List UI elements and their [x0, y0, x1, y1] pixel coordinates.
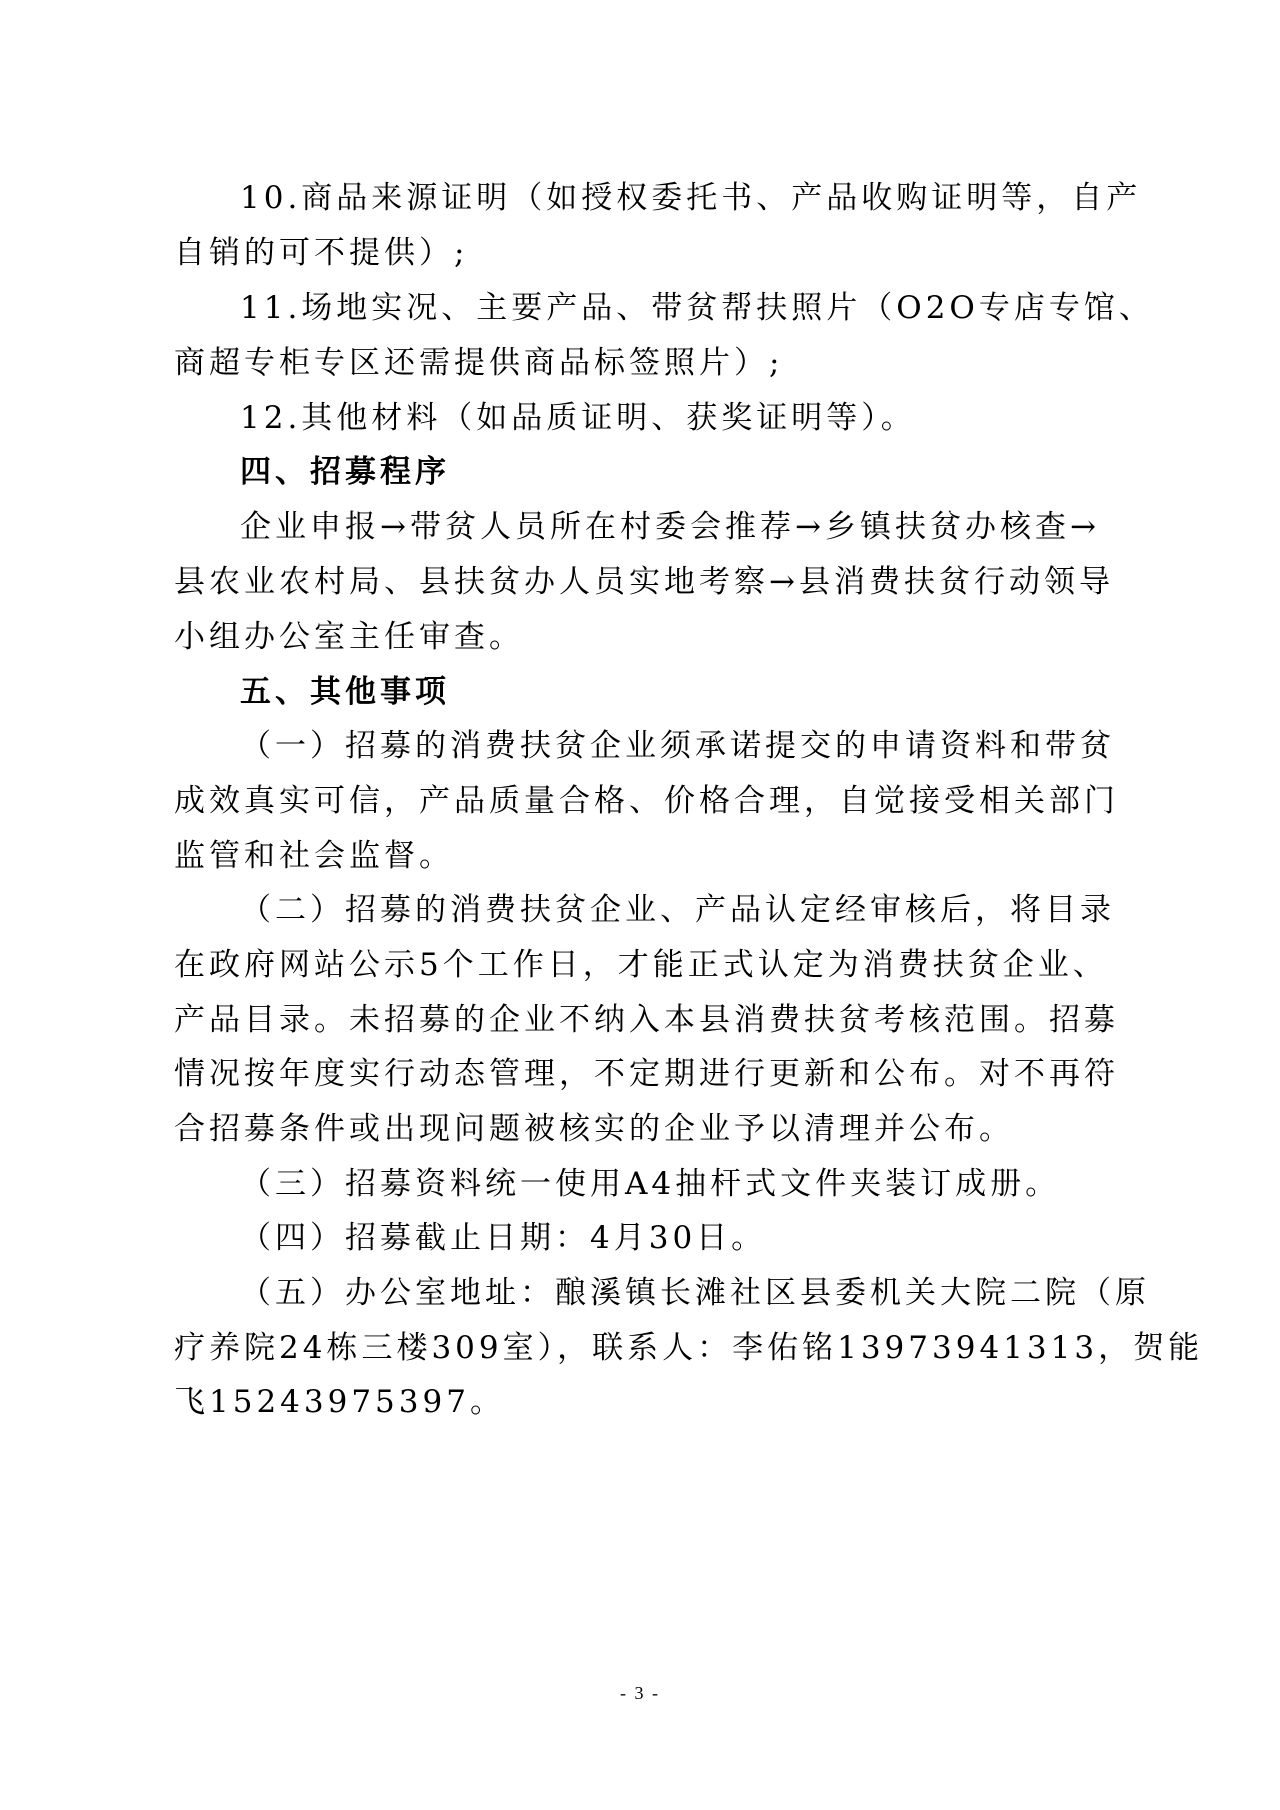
- item-10-line-1: 10.商品来源证明（如授权委托书、产品收购证明等，自产: [240, 180, 1142, 216]
- matter-2-line-1: （二）招募的消费扶贫企业、产品认定经审核后，将目录: [240, 892, 1115, 928]
- item-10-line-2: 自销的可不提供）;: [174, 235, 469, 271]
- matter-5-line-3: 飞15243975397。: [174, 1384, 505, 1420]
- matter-4-line: （四）招募截止日期：4月30日。: [240, 1220, 767, 1256]
- matter-5-line-1: （五）办公室地址：酿溪镇长滩社区县委机关大院二院（原: [240, 1275, 1150, 1311]
- matter-1-line-2: 成效真实可信，产品质量合格、价格合理，自觉接受相关部门: [174, 783, 1119, 819]
- item-12-line: 12.其他材料（如品质证明、获奖证明等）。: [240, 400, 916, 436]
- matter-3-line: （三）招募资料统一使用A4抽杆式文件夹装订成册。: [240, 1166, 1061, 1202]
- matter-5-line-2: 疗养院24栋三楼309室），联系人：李佑铭13973941313，贺能: [174, 1330, 1204, 1366]
- item-11-line-2: 商超专柜专区还需提供商品标签照片）;: [174, 345, 784, 381]
- section-heading-recruitment-procedure: 四、招募程序: [240, 454, 450, 490]
- procedure-line-1: 企业申报→带贫人员所在村委会推荐→乡镇扶贫办核查→: [240, 509, 1100, 545]
- matter-2-line-4: 情况按年度实行动态管理，不定期进行更新和公布。对不再符: [174, 1056, 1119, 1092]
- section-heading-other-matters: 五、其他事项: [240, 674, 450, 710]
- matter-1-line-3: 监管和社会监督。: [174, 838, 454, 874]
- procedure-line-3: 小组办公室主任审查。: [174, 619, 524, 655]
- matter-1-line-1: （一）招募的消费扶贫企业须承诺提交的申请资料和带贫: [240, 728, 1115, 764]
- matter-2-line-2: 在政府网站公示5个工作日，才能正式认定为消费扶贫企业、: [174, 947, 1108, 983]
- page-number: - 3 -: [620, 1683, 660, 1703]
- matter-2-line-5: 合招募条件或出现问题被核实的企业予以清理并公布。: [174, 1111, 1014, 1147]
- item-11-line-1: 11.场地实况、主要产品、带贫帮扶照片（O2O专店专馆、: [240, 290, 1154, 326]
- procedure-line-2: 县农业农村局、县扶贫办人员实地考察→县消费扶贫行动领导: [174, 564, 1114, 600]
- matter-2-line-3: 产品目录。未招募的企业不纳入本县消费扶贫考核范围。招募: [174, 1002, 1119, 1038]
